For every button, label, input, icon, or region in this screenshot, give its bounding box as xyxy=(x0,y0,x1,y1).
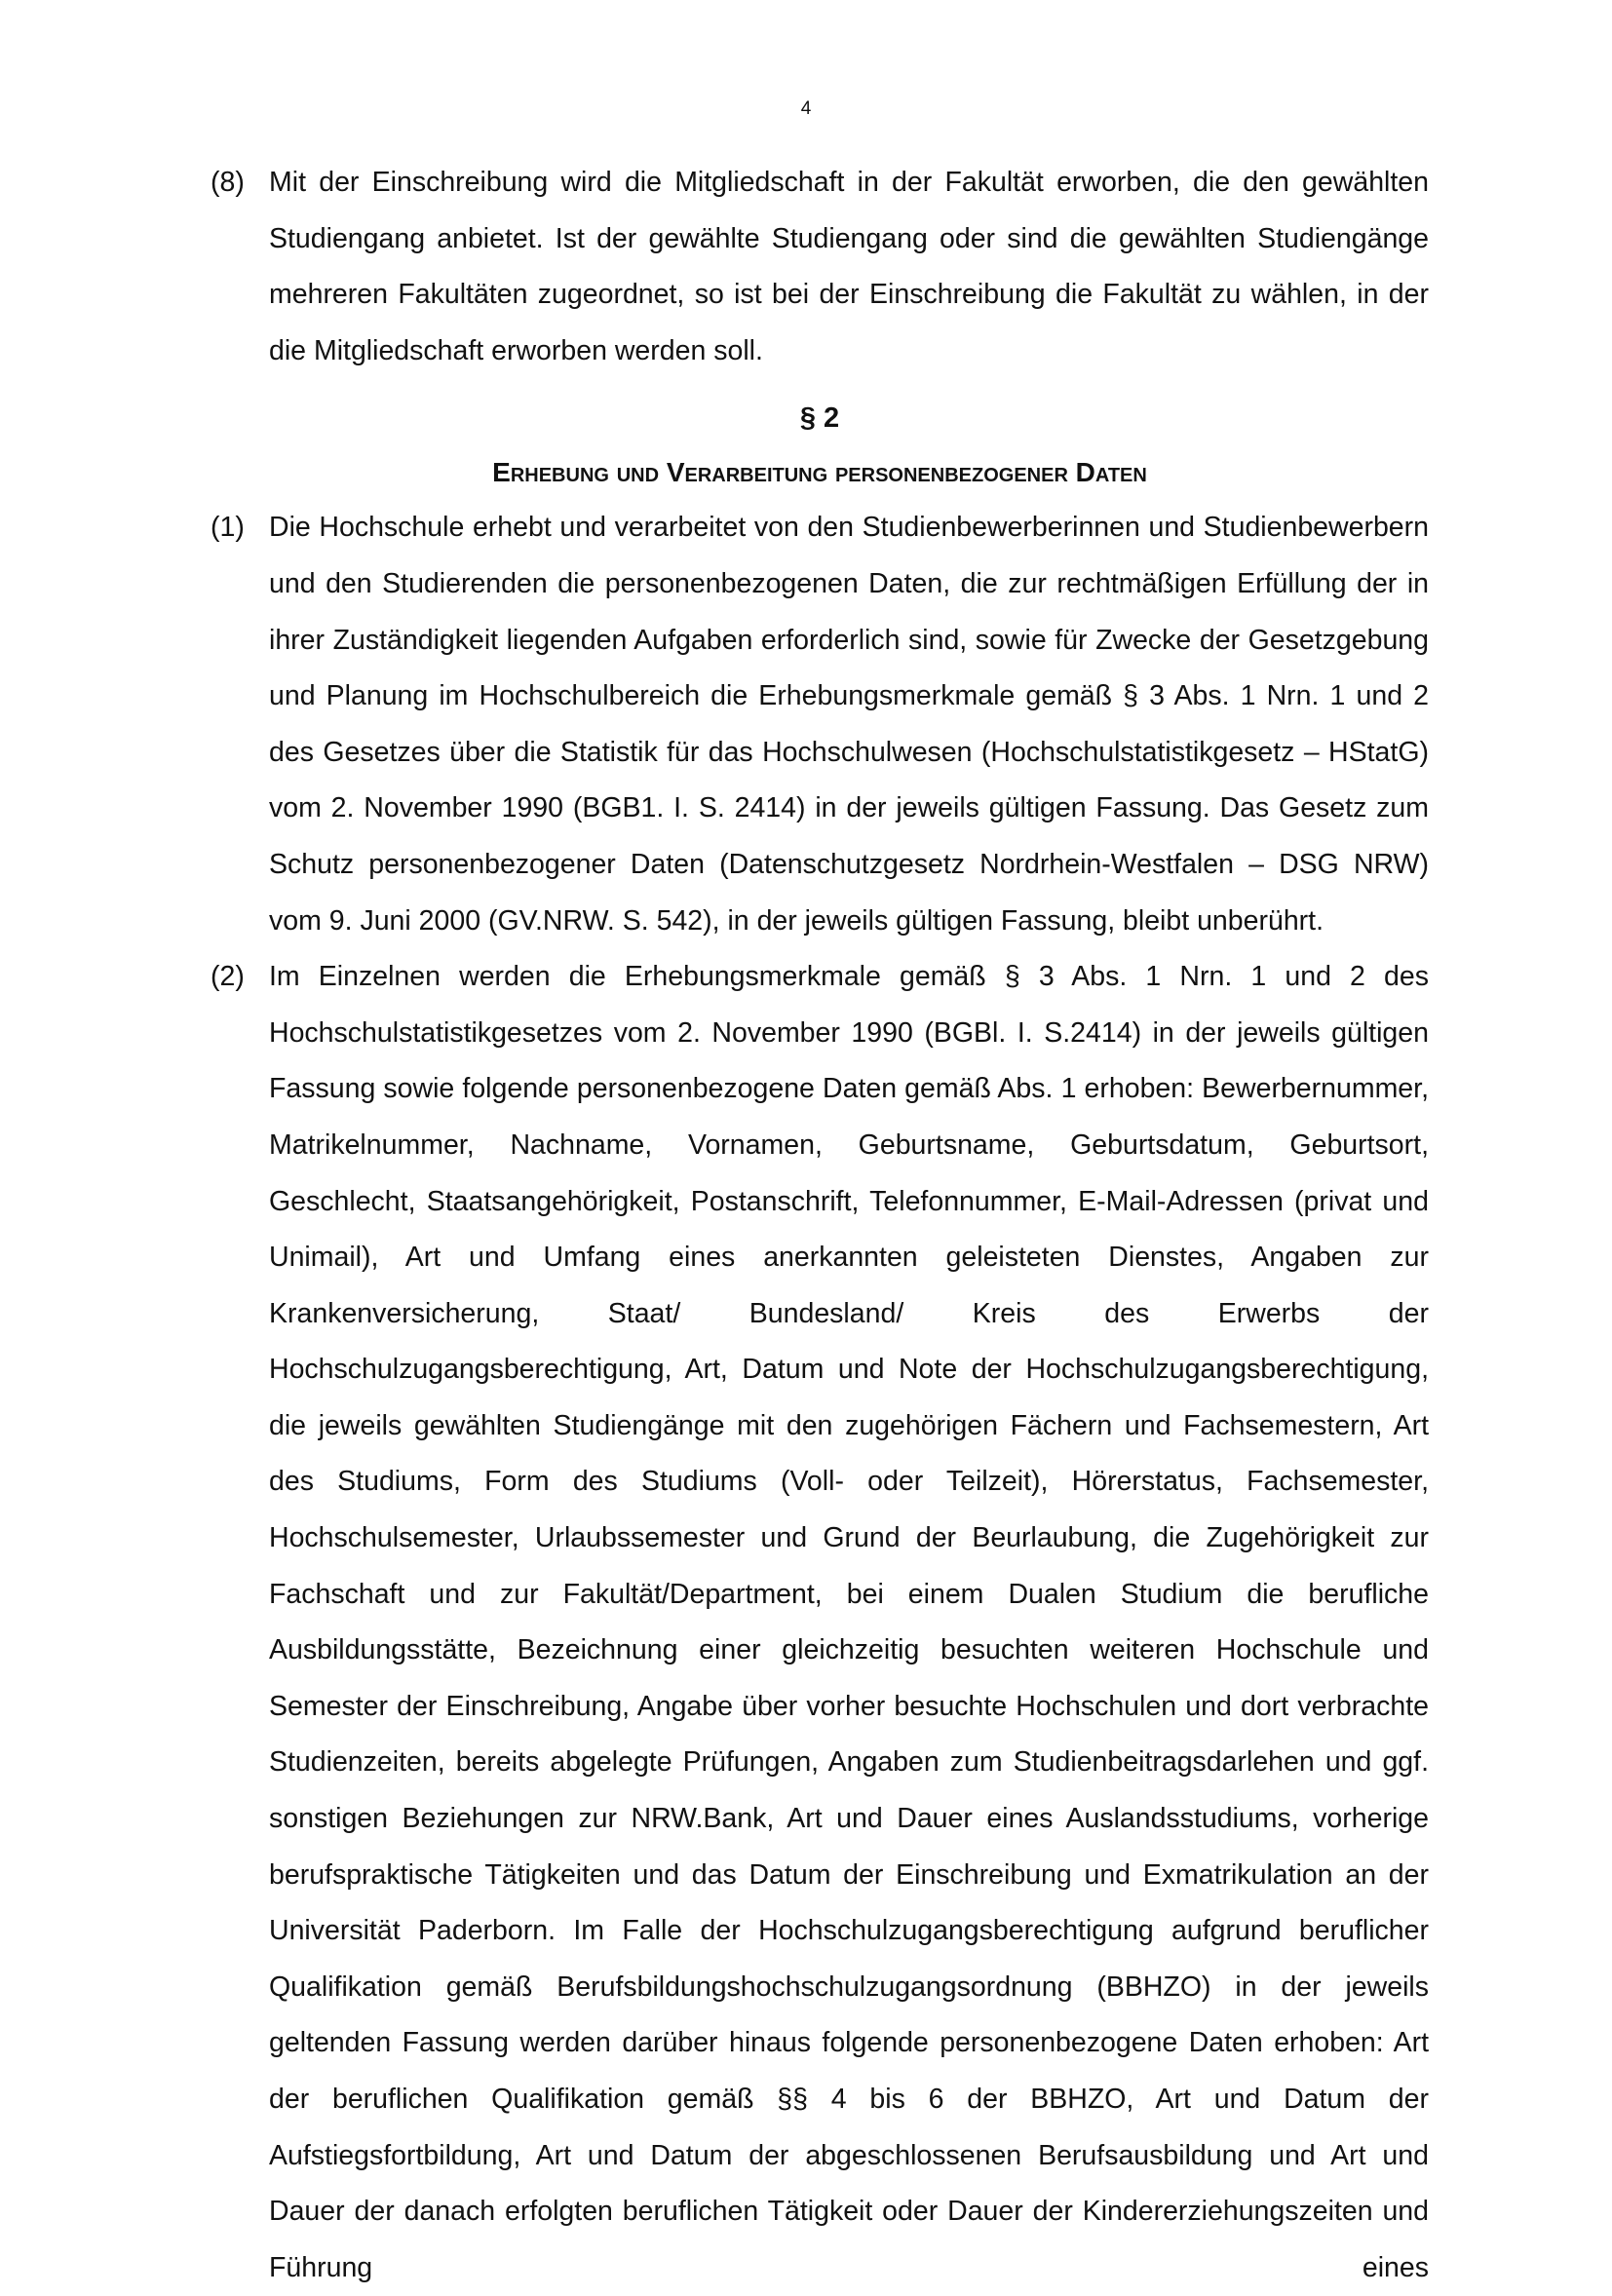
section-2-paragraph-1 xyxy=(211,500,1429,949)
paragraph-number: (8) xyxy=(211,167,245,198)
section-title: Erhebung und Verarbeitung personenbezogener Daten xyxy=(492,457,1147,488)
section-2-paragraph-2 xyxy=(211,949,1429,2296)
paragraph-number: (2) xyxy=(211,961,245,993)
paragraph-number: (1) xyxy=(211,512,245,544)
paragraph-text: Mit der Einschreibung wird die Mitgliedschaft in der Fakultät erworben, die den gewählten Studiengang anbietet. Ist der gewählte Studiengang oder sind die gewählten Studiengänge mehreren Fakultäten zugeordnet, so ist bei der Einschreibung die Fakultät zu wählen, in der die Mitgliedschaft erworben werden soll. xyxy=(269,167,1429,366)
page-number: 4 xyxy=(800,98,812,119)
paragraph-text: Die Hochschule erhebt und verarbeitet von den Studienbewerberinnen und Studienbewerbern und den Studierenden die personenbezogenen Daten, die zur rechtmäßigen Erfüllung der in ihrer Zuständigkeit liegenden Aufgaben erforderlich sind, sowie für Zwecke der Gesetzgebung und Planung im Hochschulbereich die Erhebungsmerkmale gemäß § 3 Abs. 1 Nrn. 1 und 2 des Gesetzes über die Statistik für das Hochschulwesen (Hochschulstatistikgesetz – HStatG) vom 2. November 1990 (BGB1. I. S. 2414) in der jeweils gültigen Fassung. Das Gesetz zum Schutz personenbezogener Daten (Datenschutzgesetz Nordrhein-Westfalen – DSG NRW) vom 9. Juni 2000 (GV.NRW. S. 542), in der jeweils gültigen Fassung, bleibt unberührt. xyxy=(269,512,1429,937)
paragraph-8 xyxy=(211,155,1429,379)
paragraph-text: Im Einzelnen werden die Erhebungsmerkmale gemäß § 3 Abs. 1 Nrn. 1 und 2 des Hochschulstatistikgesetzes vom 2. November 1990 (BGBl. I. S.2414) in der jeweils gültigen Fassung sowie folgende personenbezogene Daten gemäß Abs. 1 erhoben: Bewerbernummer, Matrikelnummer, Nachname, Vornamen, Geburtsname, Geburtsdatum, Geburtsort, Geschlecht, Staatsangehörigkeit, Postanschrift, Telefonnummer, E-Mail-Adressen (privat und Unimail), Art und Umfang eines anerkannten geleisteten Dienstes, Angaben zur Krankenversicherung, Staat/ Bundesland/ Kreis des Erwerbs der Hochschulzugangsberechtigung, Art, Datum und Note der Hochschulzugangsberechtigung, die jeweils gewählten Studiengänge mit den zugehörigen Fächern und Fachsemestern, Art des Studiums, Form des Studiums (Voll- oder Teilzeit), Hörerstatus, Fachsemester, Hochschulsemester, Urlaubssemester und Grund der Beurlaubung, die Zugehörigkeit zur Fachschaft und zur Fakultät/Department, bei einem Dualen Studium die berufliche Ausbildungsstätte, Bezeichnung einer gleichzeitig besuchten weiteren Hochschule und Semester der Einschreibung, Angabe über vorher besuchte Hochschulen und dort verbrachte Studienzeiten, bereits abgelegte Prüfungen, Angaben zum Studienbeitragsdarlehen und ggf. sonstigen Beziehungen zur NRW.Bank, Art und Dauer eines Auslandsstudiums, vorherige berufspraktische Tätigkeiten und das Datum der Einschreibung und Exmatrikulation an der Universität Paderborn. Im Falle der Hochschulzugangsberechtigung aufgrund beruflicher Qualifikation gemäß Berufsbildungshochschulzugangsordnung (BBHZO) in der jeweils geltenden Fassung werden darüber hinaus folgende personenbezogene Daten erhoben: Art der beruflichen Qualifikation gemäß §§ 4 bis 6 der BBHZO, Art und Datum der Aufstiegsfortbildung, Art und Datum der abgeschlossenen Berufsausbildung und Art und Dauer der danach erfolgten beruflichen Tätigkeit oder Dauer der Kindererziehungszeiten und Führung eines xyxy=(269,961,1429,2283)
document-body xyxy=(211,155,1429,2296)
section-number: § 2 xyxy=(799,402,840,435)
